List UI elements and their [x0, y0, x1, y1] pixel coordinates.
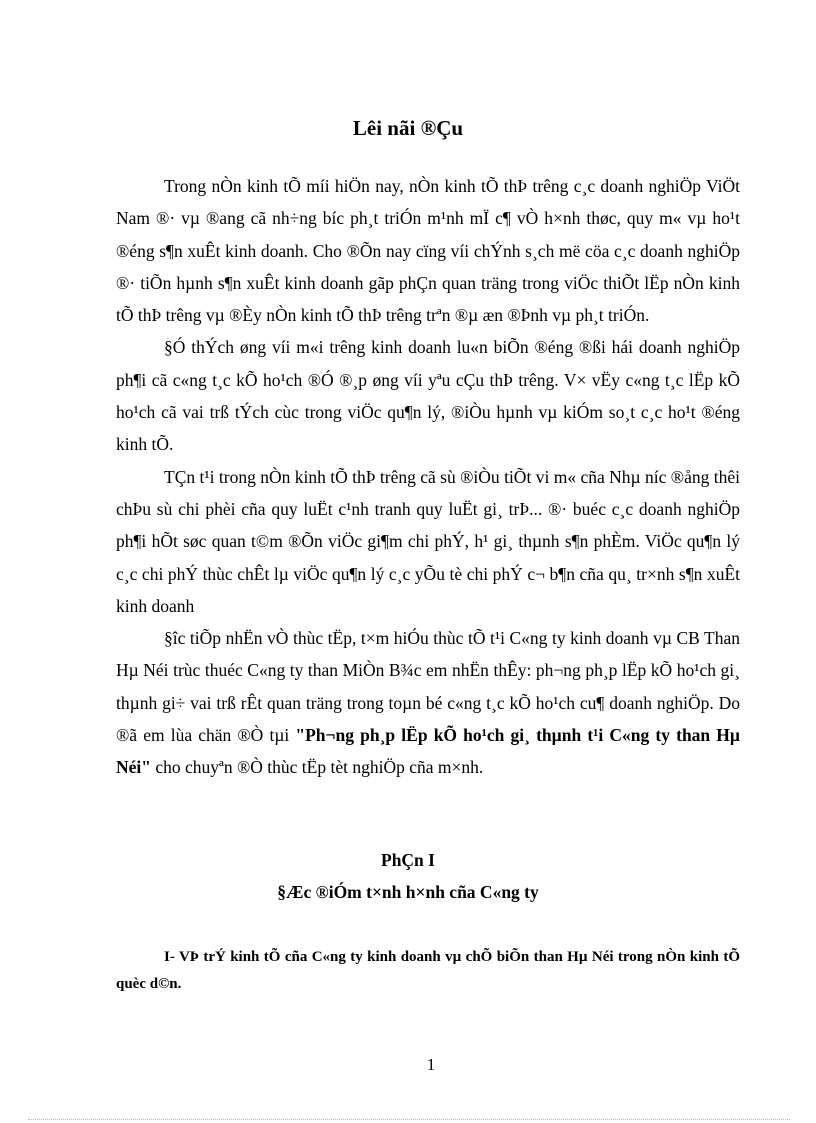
thesis-topic-title: "Ph¬ng ph¸p lËp kÕ ho¹ch gi¸ thµnh t¹i C«ng ty than Hµ Néi"	[116, 725, 740, 778]
page-title: Lêi nãi ®Çu	[352, 116, 464, 140]
page-bottom-dotted-line	[28, 1119, 790, 1120]
section-heading: I- VÞ trÝ kinh tÕ cña C«ng ty kinh doanh vµ chÕ biÕn than Hµ Néi trong nÒn kinh tÕ quèc d©n.	[116, 949, 740, 992]
paragraph-3: TÇn t¹i trong nÒn kinh tÕ thÞ trêng cã sù ®iÒu tiÕt vi m« cña Nhµ níc ®ång thêi chÞu sù chi phèi cña quy luËt c¹nh tranh quy luËt gi¸ trÞ... ®· buéc c¸c doanh nghiÖp ph¶i hÕt søc quan t©m ®Õn viÖc gi¶m chi phÝ, h¹ gi¸ thµnh s¶n phÈm. ViÖc qu¶n lý c¸c chi phÝ thùc chÊt lµ viÖc qu¶n lý c¸c yÕu tè chi phÝ c¬ b¶n cña qu¸ tr×nh s¶n xuÊt kinh doanh	[116, 466, 740, 616]
part-title: §Æc ®iÓm t×nh h×nh cña C«ng ty	[277, 882, 539, 902]
body-text	[116, 170, 740, 784]
page-number: 1	[426, 1055, 436, 1074]
paragraph-4-text: §îc tiÕp nhËn vÒ thùc tËp, t×m hiÓu thùc tÕ t¹i C«ng ty kinh doanh vµ CB Than Hµ Néi trùc thuéc C«ng ty than MiÒn B¾c em nhËn thÊy: ph¬ng ph¸p lËp kÕ ho¹ch gi¸ thµnh gi÷ vai trß rÊt quan träng trong toµn bé c«ng t¸c kÕ ho¹ch cu¶ doanh nghiÖp. Do ®ã em lùa chän ®Ò tµi	[116, 628, 740, 746]
part-label: PhÇn I	[381, 850, 435, 870]
paragraph-4	[116, 622, 740, 783]
paragraph-2: §Ó thÝch øng víi m«i trêng kinh doanh lu«n biÕn ®éng ®ßi hái doanh nghiÖp ph¶i cã c«ng t¸c kÕ ho¹ch ®Ó ®¸p øng víi yªu cÇu thÞ trêng. V× vËy c«ng t¸c lËp kÕ ho¹ch cã vai trß tÝch cùc trong viÖc qu¶n lý, ®iÒu hµnh vµ kiÓm so¸t c¸c ho¹t ®éng kinh tÕ.	[116, 337, 740, 455]
paragraph-4-ending: cho chuyªn ®Ò thùc tËp tèt nghiÖp cña m×nh.	[150, 757, 484, 778]
paragraph-1: Trong nÒn kinh tÕ míi hiÖn nay, nÒn kinh tÕ thÞ trêng c¸c doanh nghiÖp ViÖt Nam ®· vµ ®ang cã nh÷ng bíc ph¸t triÓn m¹nh mÏ c¶ vÒ h×nh thøc, quy m« vµ ho¹t ®éng s¶n xuÊt kinh doanh. Cho ®Õn nay cïng víi chÝnh s¸ch më cöa c¸c doanh nghiÖp ®· tiÕn hµnh s¶n xuÊt kinh doanh gãp phÇn quan träng trong viÖc thiÕt lËp nÒn kinh tÕ thÞ trêng vµ ®Èy nÒn kinh tÕ thÞ trêng trªn ®µ æn ®Þnh vµ ph¸t triÓn.	[116, 176, 740, 326]
